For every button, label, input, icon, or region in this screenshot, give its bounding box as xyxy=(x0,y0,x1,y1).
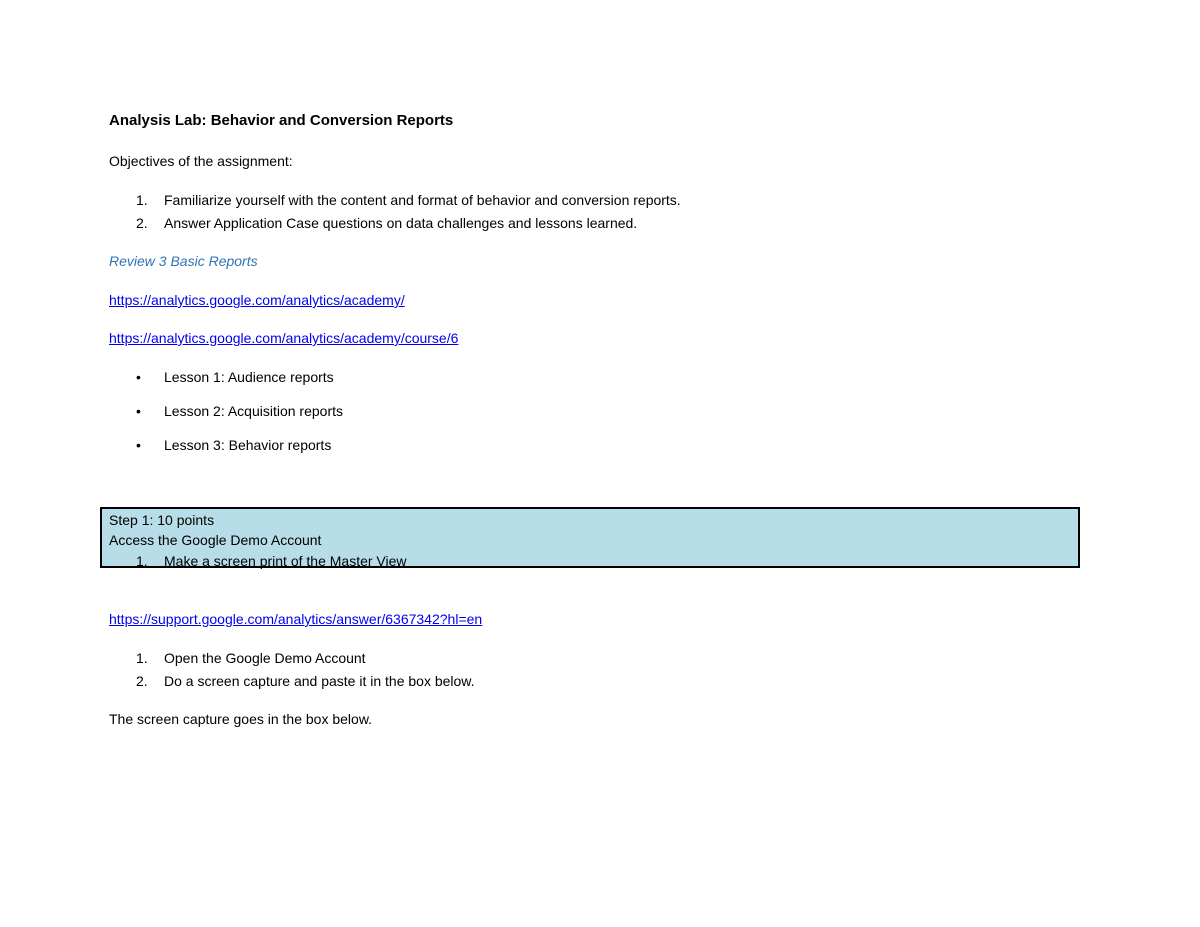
support-link[interactable]: https://support.google.com/analytics/answer/6367342?hl=en xyxy=(109,611,483,627)
step-box xyxy=(100,507,1080,568)
list-number: 2. xyxy=(136,673,148,689)
step-subtitle: Access the Google Demo Account xyxy=(109,532,322,548)
list-number: 1. xyxy=(136,192,148,208)
list-number: 2. xyxy=(136,215,148,231)
list-number: 1. xyxy=(136,650,148,666)
objective-text: Answer Application Case questions on data challenges and lessons learned. xyxy=(164,215,638,231)
step-text: Do a screen capture and paste it in the box below. xyxy=(164,673,475,689)
step-list-item xyxy=(136,672,475,690)
bullet-icon: • xyxy=(136,369,141,385)
objective-item xyxy=(136,191,681,209)
lesson-text: Lesson 1: Audience reports xyxy=(164,369,334,385)
bullet-icon: • xyxy=(136,403,141,419)
step-text: Open the Google Demo Account xyxy=(164,650,366,666)
lesson-text: Lesson 2: Acquisition reports xyxy=(164,403,343,419)
step-item-text: Make a screen print of the Master View xyxy=(164,553,407,569)
step-title: Step 1: 10 points xyxy=(109,512,215,528)
step-list-item xyxy=(136,649,366,667)
closing-text: The screen capture goes in the box below. xyxy=(109,711,373,727)
academy-link[interactable]: https://analytics.google.com/analytics/academy/ xyxy=(109,292,405,308)
course-link[interactable]: https://analytics.google.com/analytics/academy/course/6 xyxy=(109,330,459,346)
page-title: Analysis Lab: Behavior and Conversion Reports xyxy=(109,112,454,129)
review-heading: Review 3 Basic Reports xyxy=(109,253,258,269)
list-item xyxy=(136,436,331,454)
objective-item xyxy=(136,214,637,232)
step-item xyxy=(136,552,407,570)
lesson-text: Lesson 3: Behavior reports xyxy=(164,437,332,453)
list-number: 1. xyxy=(136,553,148,569)
list-item xyxy=(136,368,334,386)
bullet-icon: • xyxy=(136,437,141,453)
list-item xyxy=(136,402,343,420)
objective-text: Familiarize yourself with the content and format of behavior and conversion reports. xyxy=(164,192,681,208)
objectives-heading: Objectives of the assignment: xyxy=(109,153,293,169)
